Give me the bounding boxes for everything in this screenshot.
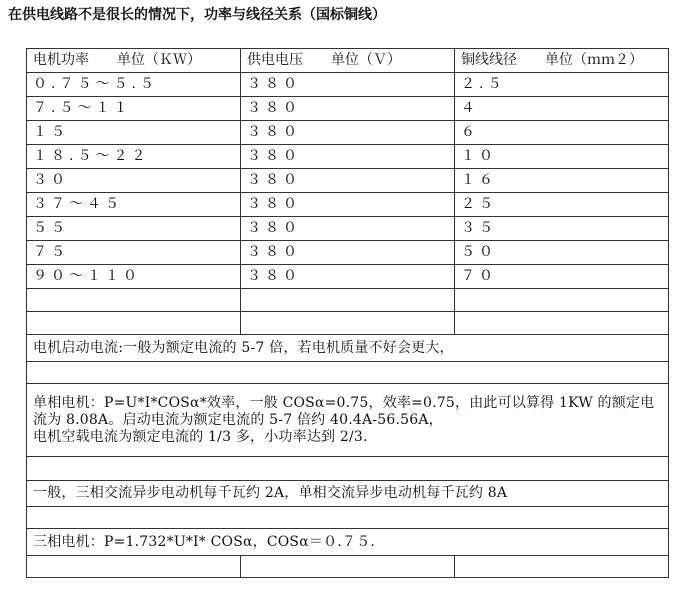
three-phase-note: 三相电机：P=1.732*U*I* COSα，COSα＝０.７５. <box>27 529 669 556</box>
diameter-cell: ２５ <box>455 193 669 217</box>
note-row <box>27 384 669 457</box>
table-row <box>27 73 669 97</box>
empty-row <box>27 289 669 312</box>
power-cell: ０.７５～５.５ <box>27 73 241 97</box>
voltage-cell: ３８０ <box>241 169 455 193</box>
power-cell: ７.５～１１ <box>27 97 241 121</box>
voltage-cell: ３８０ <box>241 121 455 145</box>
diameter-cell: ６ <box>455 121 669 145</box>
voltage-cell: ３８０ <box>241 217 455 241</box>
diameter-cell: ４ <box>455 97 669 121</box>
empty-row <box>27 362 669 384</box>
table-row <box>27 217 669 241</box>
diameter-cell: １６ <box>455 169 669 193</box>
diameter-cell: ５０ <box>455 241 669 265</box>
table-row <box>27 193 669 217</box>
note-row <box>27 335 669 362</box>
header-diameter: 铜线线径 单位（ｍｍ２） <box>455 49 669 73</box>
power-wire-table <box>26 48 669 578</box>
single-phase-line: 电机空载电流为额定电流的 1/3 多，小功率达到 2/3. <box>33 428 368 445</box>
header-power: 电机功率 单位（ＫＷ） <box>27 49 241 73</box>
diameter-cell: ２.５ <box>455 73 669 97</box>
single-phase-line: 单相电机：P=U*I*COSα*效率，一般 COSα=0.75，效率=0.75，由此可以算得 1KW 的额定电 <box>33 394 655 411</box>
voltage-cell: ３８０ <box>241 73 455 97</box>
table-row <box>27 241 669 265</box>
header-voltage: 供电电压 单位（Ｖ） <box>241 49 455 73</box>
single-phase-note <box>27 384 669 457</box>
page-title: 在供电线路不是很长的情况下，功率与线径关系（国标铜线） <box>8 7 386 23</box>
single-phase-line: 流为 8.08A。启动电流为额定电流的 5-7 倍约 40.4A-56.56A， <box>33 411 443 428</box>
power-cell: ９０～１１０ <box>27 265 241 289</box>
table-row <box>27 265 669 289</box>
voltage-cell: ３８０ <box>241 265 455 289</box>
empty-row <box>27 556 669 578</box>
note-row <box>27 529 669 556</box>
per-kw-note: 一般，三相交流异步电动机每千瓦约 2A，单相交流异步电动机每千瓦约 8A <box>27 481 669 507</box>
power-cell: ３７～４５ <box>27 193 241 217</box>
power-cell: １８.５～２２ <box>27 145 241 169</box>
power-cell: ５５ <box>27 217 241 241</box>
voltage-cell: ３８０ <box>241 241 455 265</box>
diameter-cell: ７０ <box>455 265 669 289</box>
start-current-note: 电机启动电流:一般为额定电流的 5-7 倍，若电机质量不好会更大， <box>27 335 669 362</box>
power-cell: １５ <box>27 121 241 145</box>
note-row <box>27 481 669 507</box>
empty-row <box>27 507 669 529</box>
voltage-cell: ３８０ <box>241 97 455 121</box>
table-row <box>27 169 669 193</box>
voltage-cell: ３８０ <box>241 193 455 217</box>
power-cell: ３０ <box>27 169 241 193</box>
empty-row <box>27 457 669 481</box>
diameter-cell: １０ <box>455 145 669 169</box>
header-row <box>27 49 669 73</box>
empty-row <box>27 312 669 335</box>
diameter-cell: ３５ <box>455 217 669 241</box>
voltage-cell: ３８０ <box>241 145 455 169</box>
power-cell: ７５ <box>27 241 241 265</box>
table-row <box>27 121 669 145</box>
table-row <box>27 97 669 121</box>
table-row <box>27 145 669 169</box>
